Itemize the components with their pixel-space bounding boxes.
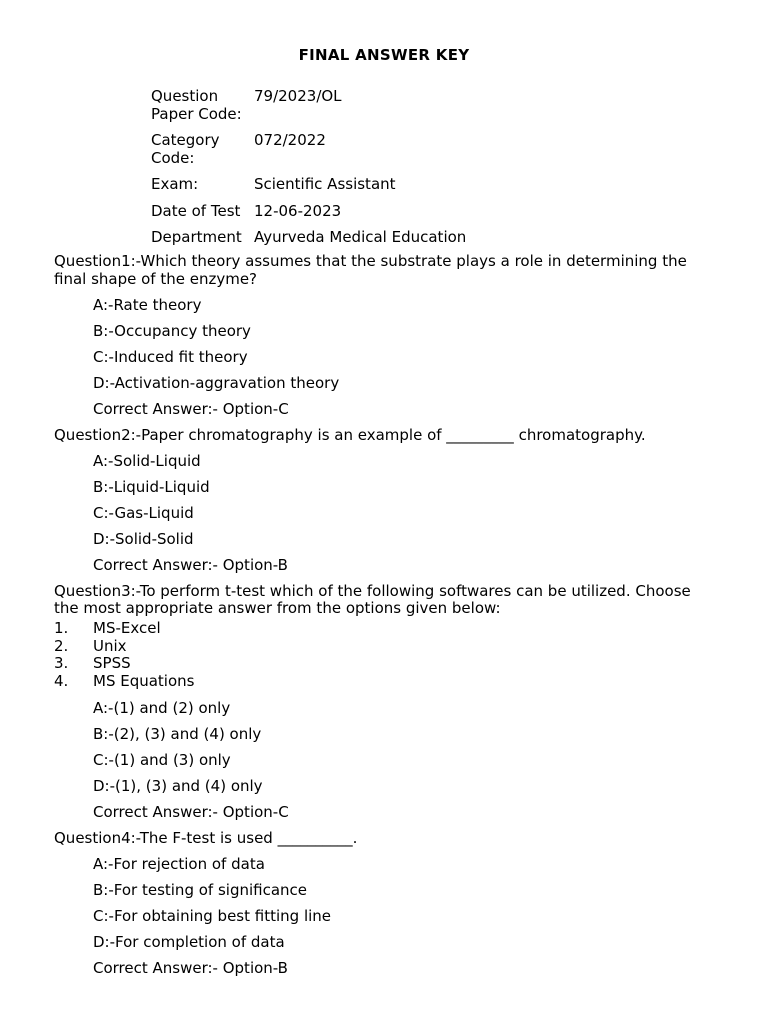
question-text: Question4:-The F-test is used __________. — [54, 828, 358, 847]
option-a: A:-Rate theory — [93, 295, 202, 314]
meta-label: Question Paper Code: — [151, 87, 242, 123]
option-c: C:-For obtaining best fitting line — [93, 906, 332, 925]
list-item — [54, 620, 714, 638]
question-block-4 — [54, 830, 714, 978]
correct-answer: Correct Answer:- Option-B — [93, 958, 288, 977]
numbered-list — [54, 620, 714, 690]
meta-label: Date of Test — [151, 201, 241, 220]
meta-label: Department — [151, 228, 242, 246]
option-c: C:-Induced fit theory — [93, 347, 248, 366]
meta-row-date — [151, 203, 466, 221]
list-item — [54, 638, 714, 656]
question-text: Question2:-Paper chromatography is an example of _________ chromatography. — [54, 425, 646, 444]
question-text: Question1:-Which theory assumes that the substrate plays a role in determining the final shape of the enzyme? — [54, 252, 687, 288]
exam-details — [151, 88, 466, 256]
option-d: D:-Activation-aggravation theory — [93, 373, 340, 392]
option-b: B:-For testing of significance — [93, 880, 308, 899]
option-b: B:-Occupancy theory — [93, 321, 251, 340]
option-a: A:-Solid-Liquid — [93, 451, 201, 470]
meta-value: 79/2023/OL — [254, 87, 342, 105]
question-text: Question3:-To perform t-test which of the following softwares can be utilized. Choose the most appropriate answer from the options given below: — [54, 581, 691, 617]
list-item — [54, 673, 714, 691]
correct-answer: Correct Answer:- Option-C — [93, 802, 289, 821]
question-block-2 — [54, 427, 714, 575]
option-a: A:-For rejection of data — [93, 854, 265, 873]
correct-answer: Correct Answer:- Option-C — [93, 399, 289, 418]
option-d: D:-For completion of data — [93, 932, 285, 951]
page-title: FINAL ANSWER KEY — [298, 46, 470, 64]
list-number: 3. — [54, 654, 69, 672]
list-item — [54, 655, 714, 673]
option-b: B:-Liquid-Liquid — [93, 477, 210, 496]
list-text: MS Equations — [93, 671, 195, 690]
question-block-1 — [54, 253, 714, 418]
list-text: Unix — [93, 636, 127, 655]
meta-value: Scientific Assistant — [254, 175, 396, 193]
option-c: C:-(1) and (3) only — [93, 750, 231, 769]
list-number: 4. — [54, 671, 69, 690]
option-a: A:-(1) and (2) only — [93, 698, 231, 717]
list-text: MS-Excel — [93, 619, 161, 637]
option-d: D:-Solid-Solid — [93, 529, 194, 548]
question-block-3 — [54, 583, 714, 822]
meta-label: Category Code: — [151, 131, 220, 167]
correct-answer: Correct Answer:- Option-B — [93, 555, 288, 574]
option-c: C:-Gas-Liquid — [93, 503, 194, 522]
meta-row-exam — [151, 176, 466, 194]
list-number: 1. — [54, 619, 69, 637]
option-d: D:-(1), (3) and (4) only — [93, 776, 263, 795]
questions-list — [54, 253, 714, 986]
meta-label: Exam: — [151, 175, 199, 193]
meta-value: Ayurveda Medical Education — [254, 228, 467, 246]
meta-row-department — [151, 229, 466, 247]
meta-row-paper-code — [151, 88, 466, 123]
list-number: 2. — [54, 636, 69, 655]
meta-value: 12-06-2023 — [254, 201, 342, 220]
list-text: SPSS — [93, 654, 131, 672]
option-b: B:-(2), (3) and (4) only — [93, 724, 262, 743]
meta-row-category-code — [151, 132, 466, 167]
meta-value: 072/2022 — [254, 131, 326, 149]
